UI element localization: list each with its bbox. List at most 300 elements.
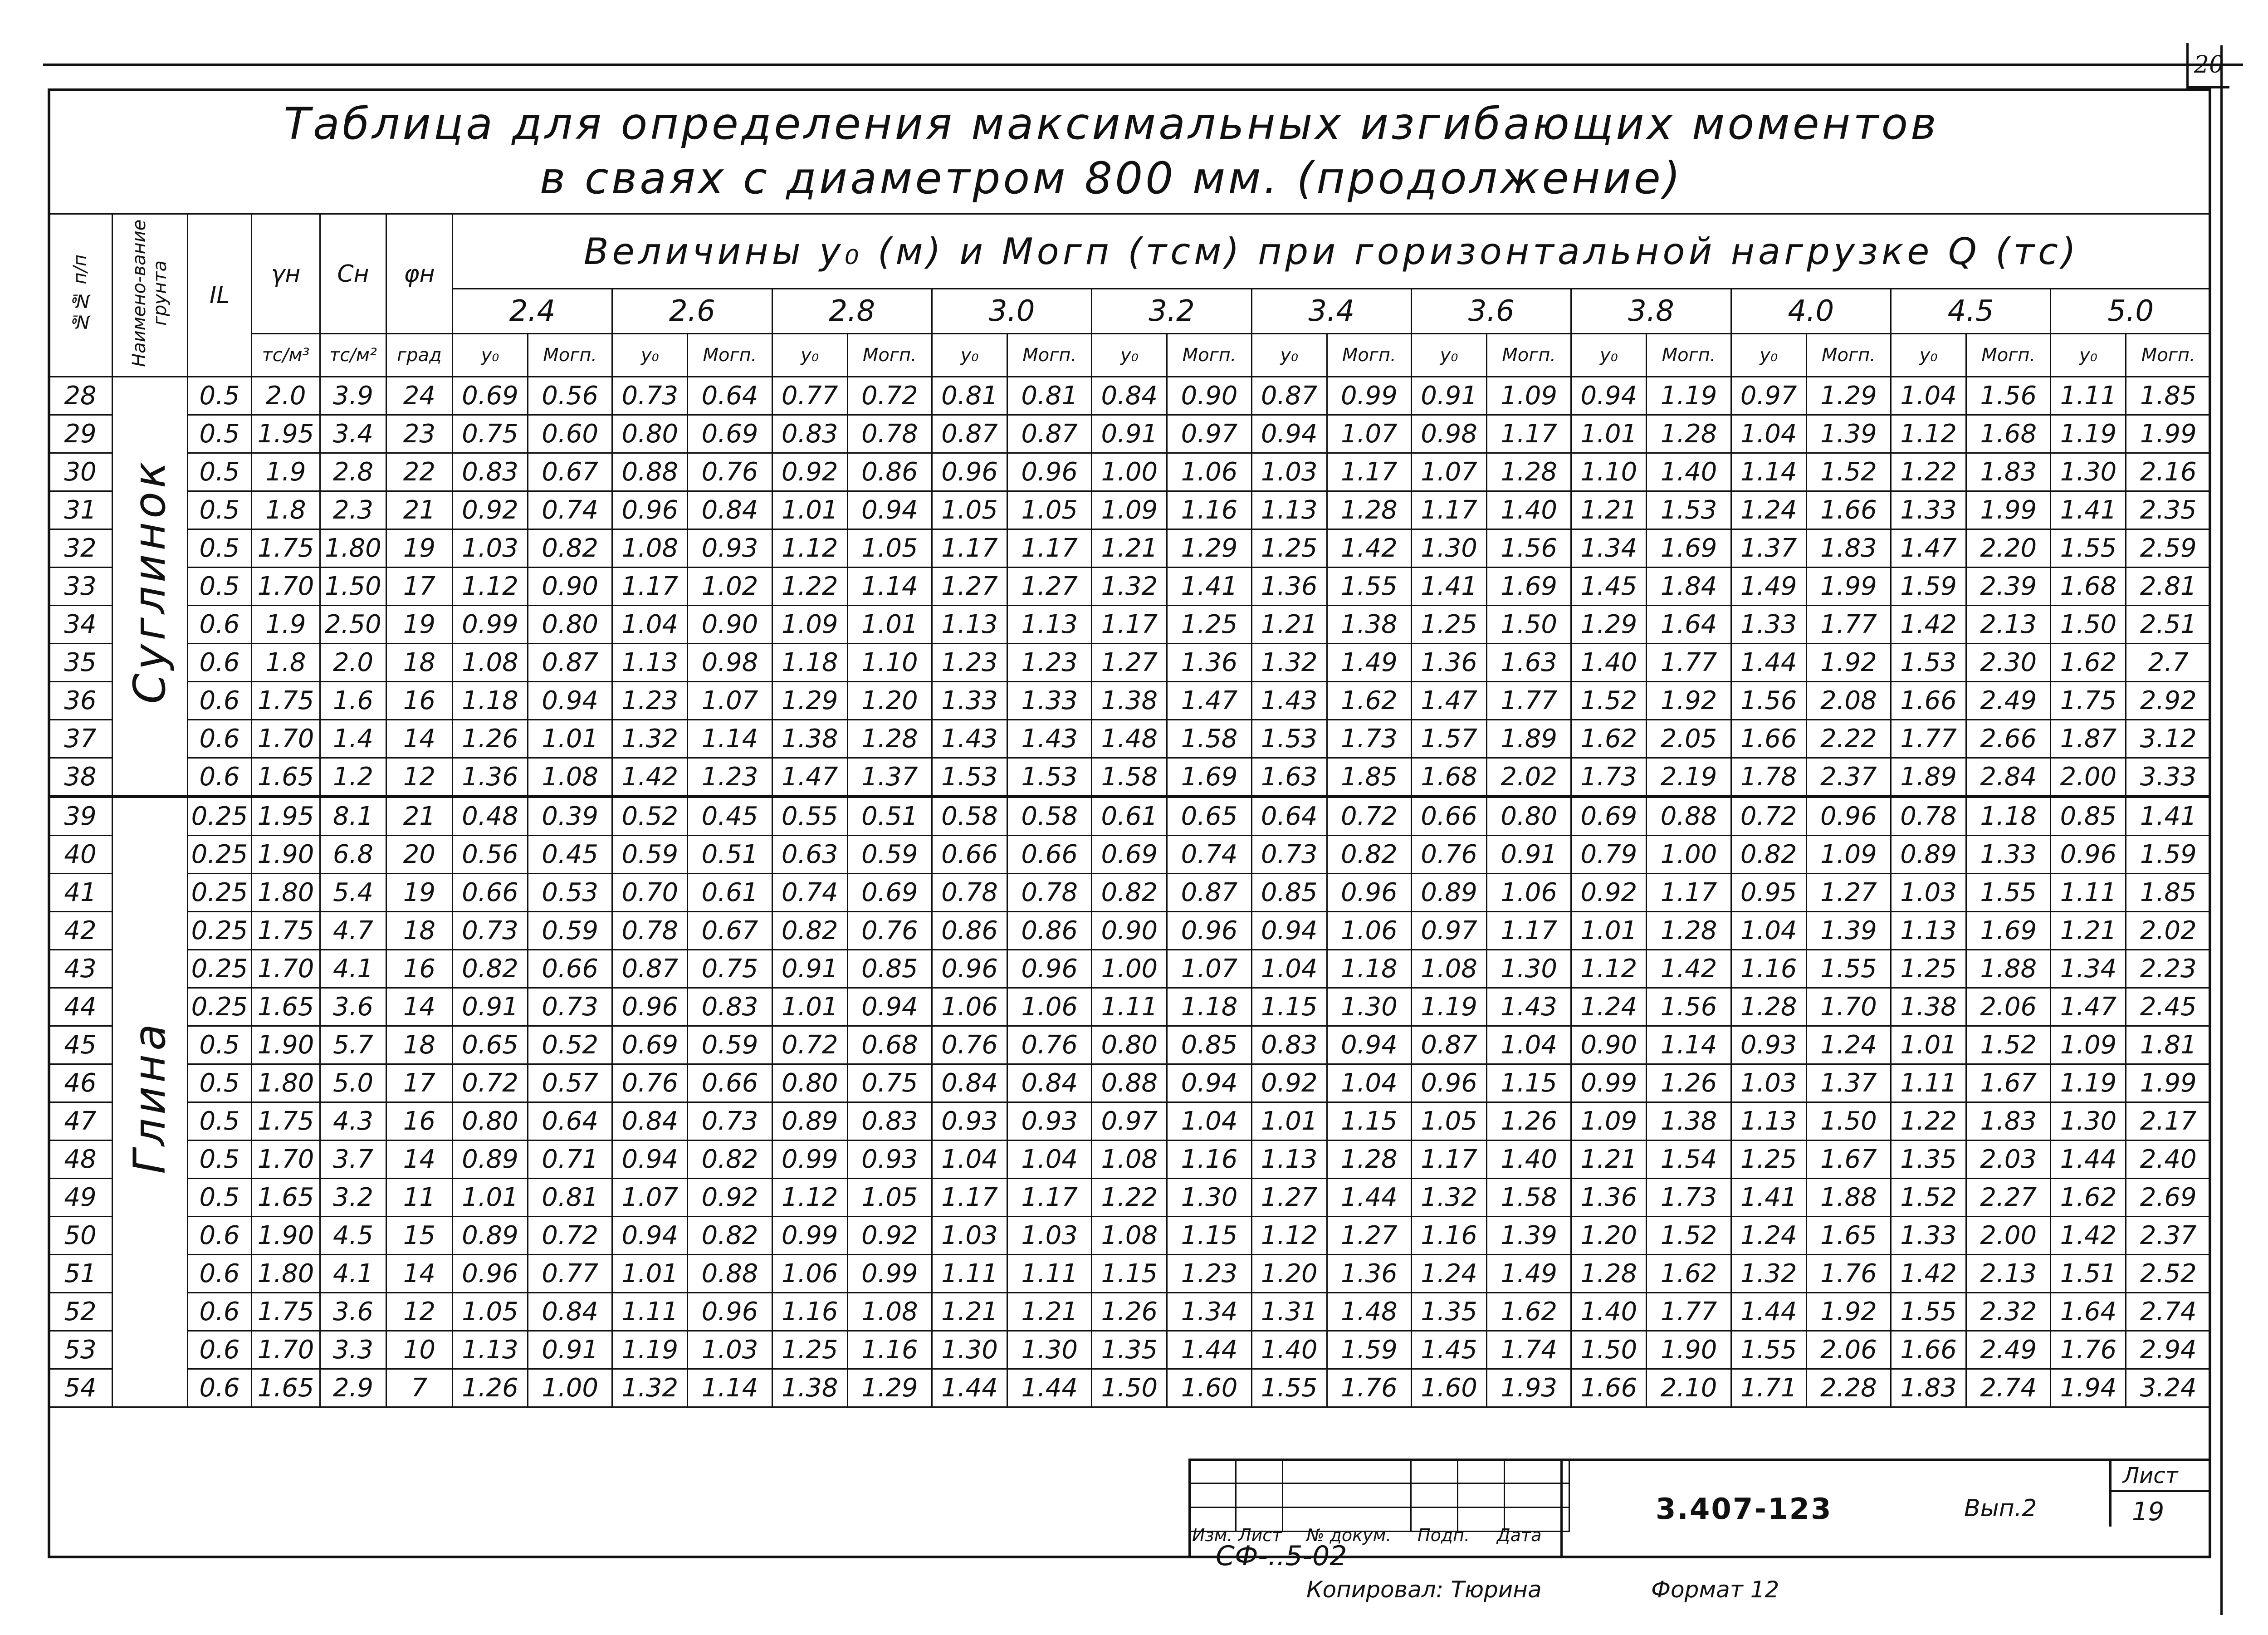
moment-value: 0.72 xyxy=(1327,797,1411,836)
moment-value: 2.49 xyxy=(1966,1331,2051,1369)
y0-subheader: y₀ xyxy=(1731,334,1806,377)
y0-value: 1.13 xyxy=(1251,491,1327,529)
moment-value: 0.76 xyxy=(847,912,932,950)
y0-value: 1.00 xyxy=(1092,453,1167,491)
c-value: 5.0 xyxy=(320,1064,386,1102)
table-row xyxy=(49,758,2211,797)
moment-value: 1.83 xyxy=(1966,1102,2051,1141)
y0-value: 0.55 xyxy=(772,797,847,836)
y0-value: 1.08 xyxy=(452,644,528,682)
y0-value: 0.59 xyxy=(612,836,688,874)
y0-value: 0.91 xyxy=(1092,415,1167,453)
table-row xyxy=(49,988,2211,1026)
table-row xyxy=(49,950,2211,988)
moment-value: 0.98 xyxy=(688,644,772,682)
handwritten-mark: СФ-..5-02 xyxy=(1216,1540,1347,1572)
moment-value: 1.83 xyxy=(1966,453,2051,491)
moment-value: 1.28 xyxy=(1327,1141,1411,1179)
il-value: 0.5 xyxy=(188,1026,252,1064)
top-border-line xyxy=(43,64,2243,66)
gamma-value: 1.80 xyxy=(251,1255,320,1293)
y0-value: 1.66 xyxy=(1731,720,1806,758)
load-header: 2.8 xyxy=(772,289,932,334)
y0-value: 1.09 xyxy=(772,606,847,644)
table-row xyxy=(49,529,2211,568)
y0-value: 0.91 xyxy=(452,988,528,1026)
moment-value: 1.62 xyxy=(1327,682,1411,720)
y0-value: 1.89 xyxy=(1891,758,1966,797)
y0-value: 1.12 xyxy=(452,568,528,606)
y0-value: 1.11 xyxy=(932,1255,1007,1293)
y0-value: 1.10 xyxy=(1571,453,1647,491)
y0-value: 0.80 xyxy=(452,1102,528,1141)
moment-value: 1.89 xyxy=(1487,720,1571,758)
moment-value: 1.74 xyxy=(1487,1331,1571,1369)
y0-value: 0.97 xyxy=(1411,912,1486,950)
phi-value: 7 xyxy=(386,1369,452,1407)
y0-value: 0.86 xyxy=(932,912,1007,950)
moment-value: 1.69 xyxy=(1487,568,1571,606)
y0-value: 1.25 xyxy=(772,1331,847,1369)
moment-value: 1.10 xyxy=(847,644,932,682)
y0-value: 1.12 xyxy=(772,529,847,568)
y0-value: 1.42 xyxy=(1891,606,1966,644)
y0-value: 1.22 xyxy=(1891,453,1966,491)
moment-value: 0.84 xyxy=(688,491,772,529)
moment-value: 1.06 xyxy=(1007,988,1092,1026)
moment-value: 1.62 xyxy=(1647,1255,1731,1293)
y0-value: 1.38 xyxy=(1092,682,1167,720)
moment-value: 0.39 xyxy=(528,797,612,836)
moment-value: 1.40 xyxy=(1487,491,1571,529)
y0-value: 1.09 xyxy=(2051,1026,2126,1064)
moment-value: 0.94 xyxy=(847,988,932,1026)
gamma-value: 1.90 xyxy=(251,1217,320,1255)
moment-value: 0.83 xyxy=(847,1102,932,1141)
y0-value: 1.45 xyxy=(1571,568,1647,606)
y0-value: 1.06 xyxy=(932,988,1007,1026)
moment-value: 1.06 xyxy=(1487,874,1571,912)
y0-value: 0.94 xyxy=(1251,912,1327,950)
moment-value: 1.93 xyxy=(1487,1369,1571,1407)
moment-value: 2.27 xyxy=(1966,1179,2051,1217)
y0-value: 1.11 xyxy=(612,1293,688,1331)
y0-value: 0.88 xyxy=(612,453,688,491)
phi-value: 20 xyxy=(386,836,452,874)
moment-value: 1.81 xyxy=(2126,1026,2211,1064)
phi-value: 18 xyxy=(386,1026,452,1064)
moment-value: 2.05 xyxy=(1647,720,1731,758)
moment-value: 1.26 xyxy=(1647,1064,1731,1102)
moment-value: 1.17 xyxy=(1487,912,1571,950)
y0-value: 0.96 xyxy=(2051,836,2126,874)
moment-subheader: Mогп. xyxy=(1007,334,1092,377)
moment-value: 1.30 xyxy=(1327,988,1411,1026)
row-number: 53 xyxy=(49,1331,112,1369)
y0-value: 1.11 xyxy=(1891,1064,1966,1102)
y0-value: 1.55 xyxy=(1251,1369,1327,1407)
phi-value: 17 xyxy=(386,1064,452,1102)
y0-value: 1.08 xyxy=(1092,1141,1167,1179)
row-number: 34 xyxy=(49,606,112,644)
moment-value: 1.77 xyxy=(1647,644,1731,682)
y0-value: 1.04 xyxy=(1251,950,1327,988)
y0-value: 0.69 xyxy=(612,1026,688,1064)
moment-value: 1.85 xyxy=(2126,377,2211,415)
c-value: 1.2 xyxy=(320,758,386,797)
moment-subheader: Mогп. xyxy=(1487,334,1571,377)
phi-value: 14 xyxy=(386,720,452,758)
phi-value: 14 xyxy=(386,1141,452,1179)
y0-value: 1.32 xyxy=(612,720,688,758)
il-value: 0.6 xyxy=(188,1331,252,1369)
sheet-divider xyxy=(2109,1490,2211,1492)
moment-subheader: Mогп. xyxy=(847,334,932,377)
moment-value: 0.96 xyxy=(1007,453,1092,491)
y0-value: 1.50 xyxy=(1571,1331,1647,1369)
y0-value: 0.94 xyxy=(612,1217,688,1255)
y0-value: 0.48 xyxy=(452,797,528,836)
moment-value: 1.28 xyxy=(1487,453,1571,491)
y0-value: 0.96 xyxy=(452,1255,528,1293)
moment-value: 2.30 xyxy=(1966,644,2051,682)
y0-value: 1.17 xyxy=(932,1179,1007,1217)
moment-value: 2.17 xyxy=(2126,1102,2211,1141)
y0-value: 1.11 xyxy=(2051,377,2126,415)
y0-value: 1.03 xyxy=(932,1217,1007,1255)
moment-value: 0.82 xyxy=(688,1141,772,1179)
moment-value: 1.84 xyxy=(1647,568,1731,606)
moment-value: 1.99 xyxy=(1966,491,2051,529)
moment-value: 2.74 xyxy=(1966,1369,2051,1407)
moment-value: 0.59 xyxy=(528,912,612,950)
y0-value: 1.47 xyxy=(1891,529,1966,568)
moment-value: 1.14 xyxy=(847,568,932,606)
table-row xyxy=(49,1293,2211,1331)
moment-value: 1.13 xyxy=(1007,606,1092,644)
table-row xyxy=(49,1179,2211,1217)
moment-value: 1.16 xyxy=(1167,1141,1251,1179)
gamma-value: 2.0 xyxy=(251,377,320,415)
y0-value: 1.44 xyxy=(932,1369,1007,1407)
c-value: 3.4 xyxy=(320,415,386,453)
moment-value: 0.75 xyxy=(688,950,772,988)
moment-value: 1.07 xyxy=(1327,415,1411,453)
moment-value: 1.47 xyxy=(1167,682,1251,720)
moment-value: 0.72 xyxy=(528,1217,612,1255)
table-row xyxy=(49,1064,2211,1102)
moment-value: 2.49 xyxy=(1966,682,2051,720)
moment-value: 1.08 xyxy=(528,758,612,797)
y0-value: 1.30 xyxy=(932,1331,1007,1369)
moment-value: 1.42 xyxy=(1647,950,1731,988)
y0-value: 1.01 xyxy=(772,491,847,529)
y0-value: 1.01 xyxy=(1251,1102,1327,1141)
c-value: 1.50 xyxy=(320,568,386,606)
y0-value: 1.01 xyxy=(1571,415,1647,453)
y0-value: 0.76 xyxy=(612,1064,688,1102)
y0-value: 1.94 xyxy=(2051,1369,2126,1407)
c-value: 2.3 xyxy=(320,491,386,529)
moment-value: 1.58 xyxy=(1167,720,1251,758)
y0-value: 0.69 xyxy=(1092,836,1167,874)
y0-value: 1.05 xyxy=(932,491,1007,529)
moment-value: 0.78 xyxy=(1007,874,1092,912)
y0-value: 1.21 xyxy=(2051,912,2126,950)
moment-value: 1.60 xyxy=(1167,1369,1251,1407)
y0-value: 1.12 xyxy=(1571,950,1647,988)
il-value: 0.5 xyxy=(188,1064,252,1102)
row-number: 39 xyxy=(49,797,112,836)
y0-value: 0.58 xyxy=(932,797,1007,836)
c-value: 4.7 xyxy=(320,912,386,950)
moment-value: 2.69 xyxy=(2126,1179,2211,1217)
y0-value: 1.04 xyxy=(932,1141,1007,1179)
moment-value: 1.14 xyxy=(688,1369,772,1407)
y0-value: 1.06 xyxy=(772,1255,847,1293)
moment-value: 2.06 xyxy=(1806,1331,1891,1369)
y0-value: 0.82 xyxy=(1092,874,1167,912)
gamma-value: 1.95 xyxy=(251,415,320,453)
c-value: 4.1 xyxy=(320,1255,386,1293)
y0-value: 1.16 xyxy=(1411,1217,1486,1255)
row-number: 36 xyxy=(49,682,112,720)
moment-value: 0.96 xyxy=(688,1293,772,1331)
moment-value: 2.19 xyxy=(1647,758,1731,797)
y0-value: 1.17 xyxy=(1411,1141,1486,1179)
y0-value: 0.97 xyxy=(1731,377,1806,415)
y0-value: 0.84 xyxy=(1092,377,1167,415)
y0-subheader: y₀ xyxy=(612,334,688,377)
il-value: 0.5 xyxy=(188,529,252,568)
y0-value: 1.32 xyxy=(1251,644,1327,682)
moment-value: 0.96 xyxy=(1327,874,1411,912)
y0-value: 1.40 xyxy=(1251,1331,1327,1369)
y0-value: 1.17 xyxy=(612,568,688,606)
y0-value: 1.01 xyxy=(772,988,847,1026)
table-row xyxy=(49,453,2211,491)
paper-format: Формат 12 xyxy=(1651,1576,1779,1603)
moment-value: 1.66 xyxy=(1806,491,1891,529)
y0-value: 1.01 xyxy=(1891,1026,1966,1064)
moment-value: 0.78 xyxy=(847,415,932,453)
moment-value: 1.34 xyxy=(1167,1293,1251,1331)
y0-value: 0.82 xyxy=(452,950,528,988)
y0-value: 1.11 xyxy=(1092,988,1167,1026)
y0-value: 0.74 xyxy=(772,874,847,912)
table-row xyxy=(49,797,2211,836)
moment-value: 1.04 xyxy=(1327,1064,1411,1102)
il-value: 0.6 xyxy=(188,720,252,758)
table-row xyxy=(49,1141,2211,1179)
gamma-value: 1.75 xyxy=(251,912,320,950)
y0-value: 1.19 xyxy=(1411,988,1486,1026)
y0-value: 1.34 xyxy=(2051,950,2126,988)
y0-value: 0.95 xyxy=(1731,874,1806,912)
moment-value: 1.41 xyxy=(1167,568,1251,606)
moment-value: 1.55 xyxy=(1327,568,1411,606)
moment-value: 1.30 xyxy=(1487,950,1571,988)
moment-value: 1.73 xyxy=(1647,1179,1731,1217)
y0-value: 1.22 xyxy=(1891,1102,1966,1141)
phi-value: 14 xyxy=(386,1255,452,1293)
gamma-value: 1.95 xyxy=(251,797,320,836)
row-number: 54 xyxy=(49,1369,112,1407)
y0-value: 1.23 xyxy=(932,644,1007,682)
moment-value: 1.05 xyxy=(847,1179,932,1217)
y0-value: 1.17 xyxy=(1411,491,1486,529)
moment-value: 0.96 xyxy=(1806,797,1891,836)
gamma-value: 1.90 xyxy=(251,836,320,874)
y0-value: 1.30 xyxy=(2051,453,2126,491)
y0-value: 1.41 xyxy=(1411,568,1486,606)
gamma-value: 1.8 xyxy=(251,491,320,529)
y0-value: 1.01 xyxy=(452,1179,528,1217)
gamma-value: 1.75 xyxy=(251,682,320,720)
y0-value: 0.96 xyxy=(612,491,688,529)
table-row xyxy=(49,1255,2211,1293)
c-value: 2.50 xyxy=(320,606,386,644)
moment-value: 0.97 xyxy=(1167,415,1251,453)
moment-value: 0.87 xyxy=(1007,415,1092,453)
moment-value: 0.87 xyxy=(528,644,612,682)
y0-value: 0.73 xyxy=(612,377,688,415)
moment-value: 1.44 xyxy=(1327,1179,1411,1217)
moment-value: 3.33 xyxy=(2126,758,2211,797)
moment-value: 0.51 xyxy=(688,836,772,874)
y0-value: 1.08 xyxy=(1092,1217,1167,1255)
moment-value: 1.55 xyxy=(1966,874,2051,912)
table-row xyxy=(49,1026,2211,1064)
moment-value: 1.54 xyxy=(1647,1141,1731,1179)
y0-value: 0.80 xyxy=(1092,1026,1167,1064)
table-row xyxy=(49,606,2211,644)
row-number: 46 xyxy=(49,1064,112,1102)
values-group-header: Величины y₀ (м) и Mогп (тсм) при горизонтальной нагрузке Q (тс) xyxy=(452,214,2210,289)
moment-value: 1.29 xyxy=(847,1369,932,1407)
il-value: 0.25 xyxy=(188,836,252,874)
il-value: 0.25 xyxy=(188,950,252,988)
sheet-label: Лист xyxy=(2123,1463,2178,1488)
moment-value: 1.28 xyxy=(1647,415,1731,453)
phi-value: 12 xyxy=(386,1293,452,1331)
moment-value: 2.32 xyxy=(1966,1293,2051,1331)
y0-value: 1.32 xyxy=(1731,1255,1806,1293)
y0-value: 1.22 xyxy=(1092,1179,1167,1217)
moment-value: 0.68 xyxy=(847,1026,932,1064)
y0-value: 1.29 xyxy=(772,682,847,720)
table-row xyxy=(49,1217,2211,1255)
moment-value: 3.24 xyxy=(2126,1369,2211,1407)
row-number: 42 xyxy=(49,912,112,950)
moment-value: 0.75 xyxy=(847,1064,932,1102)
moment-value: 2.7 xyxy=(2126,644,2211,682)
y0-value: 1.23 xyxy=(612,682,688,720)
moment-value: 2.37 xyxy=(2126,1217,2211,1255)
moment-value: 1.38 xyxy=(1647,1102,1731,1141)
moment-value: 1.40 xyxy=(1487,1141,1571,1179)
y0-value: 0.80 xyxy=(612,415,688,453)
moment-value: 0.82 xyxy=(688,1217,772,1255)
moment-value: 1.27 xyxy=(1327,1217,1411,1255)
moment-value: 1.64 xyxy=(1647,606,1731,644)
y0-value: 1.18 xyxy=(452,682,528,720)
soil-name-header: Наимено-вание грунта xyxy=(112,214,187,377)
y0-value: 0.78 xyxy=(1891,797,1966,836)
moment-value: 2.84 xyxy=(1966,758,2051,797)
moment-subheader: Mогп. xyxy=(688,334,772,377)
gamma-value: 1.65 xyxy=(251,988,320,1026)
load-header: 2.6 xyxy=(612,289,772,334)
moment-value: 2.20 xyxy=(1966,529,2051,568)
moment-value: 1.20 xyxy=(847,682,932,720)
y0-value: 0.78 xyxy=(612,912,688,950)
gamma-value: 1.75 xyxy=(251,1102,320,1141)
moment-value: 1.06 xyxy=(1327,912,1411,950)
moment-value: 1.56 xyxy=(1966,377,2051,415)
il-value: 0.6 xyxy=(188,644,252,682)
moment-value: 0.80 xyxy=(528,606,612,644)
y0-value: 1.45 xyxy=(1411,1331,1486,1369)
c-value: 6.8 xyxy=(320,836,386,874)
y0-value: 0.89 xyxy=(1411,874,1486,912)
y0-value: 1.16 xyxy=(1731,950,1806,988)
title-line-2: в сваях с диаметром 800 мм. (продолжение) xyxy=(539,153,1683,204)
y0-value: 0.99 xyxy=(452,606,528,644)
y0-value: 1.24 xyxy=(1731,491,1806,529)
moment-value: 1.03 xyxy=(688,1331,772,1369)
moment-value: 0.87 xyxy=(1167,874,1251,912)
y0-value: 0.89 xyxy=(452,1141,528,1179)
y0-value: 1.21 xyxy=(1092,529,1167,568)
table-row xyxy=(49,1331,2211,1369)
row-number: 48 xyxy=(49,1141,112,1179)
moment-value: 1.88 xyxy=(1806,1179,1891,1217)
y0-value: 1.40 xyxy=(1571,644,1647,682)
phi-value: 16 xyxy=(386,1102,452,1141)
c-value: 4.1 xyxy=(320,950,386,988)
moment-value: 1.29 xyxy=(1806,377,1891,415)
gamma-value: 1.80 xyxy=(251,1064,320,1102)
phi-value: 19 xyxy=(386,874,452,912)
y0-value: 1.87 xyxy=(2051,720,2126,758)
il-value: 0.5 xyxy=(188,377,252,415)
moment-value: 2.59 xyxy=(2126,529,2211,568)
moment-value: 0.94 xyxy=(1167,1064,1251,1102)
y0-value: 0.75 xyxy=(452,415,528,453)
moment-value: 2.08 xyxy=(1806,682,1891,720)
moment-value: 0.58 xyxy=(1007,797,1092,836)
phi-value: 24 xyxy=(386,377,452,415)
y0-value: 0.92 xyxy=(1571,874,1647,912)
y0-value: 1.36 xyxy=(1251,568,1327,606)
moment-value: 0.80 xyxy=(1487,797,1571,836)
gamma-value: 1.65 xyxy=(251,1369,320,1407)
y0-value: 1.04 xyxy=(1891,377,1966,415)
y0-value: 1.63 xyxy=(1251,758,1327,797)
copied-by: Копировал: Тюрина xyxy=(1306,1576,1542,1603)
y0-value: 1.55 xyxy=(1891,1293,1966,1331)
moment-value: 1.53 xyxy=(1647,491,1731,529)
table-body xyxy=(49,377,2211,1407)
moment-value: 0.72 xyxy=(847,377,932,415)
y0-value: 1.66 xyxy=(1891,1331,1966,1369)
moment-value: 0.51 xyxy=(847,797,932,836)
moment-value: 1.69 xyxy=(1167,758,1251,797)
c-value: 3.3 xyxy=(320,1331,386,1369)
y0-value: 1.01 xyxy=(1571,912,1647,950)
moment-value: 2.06 xyxy=(1966,988,2051,1026)
